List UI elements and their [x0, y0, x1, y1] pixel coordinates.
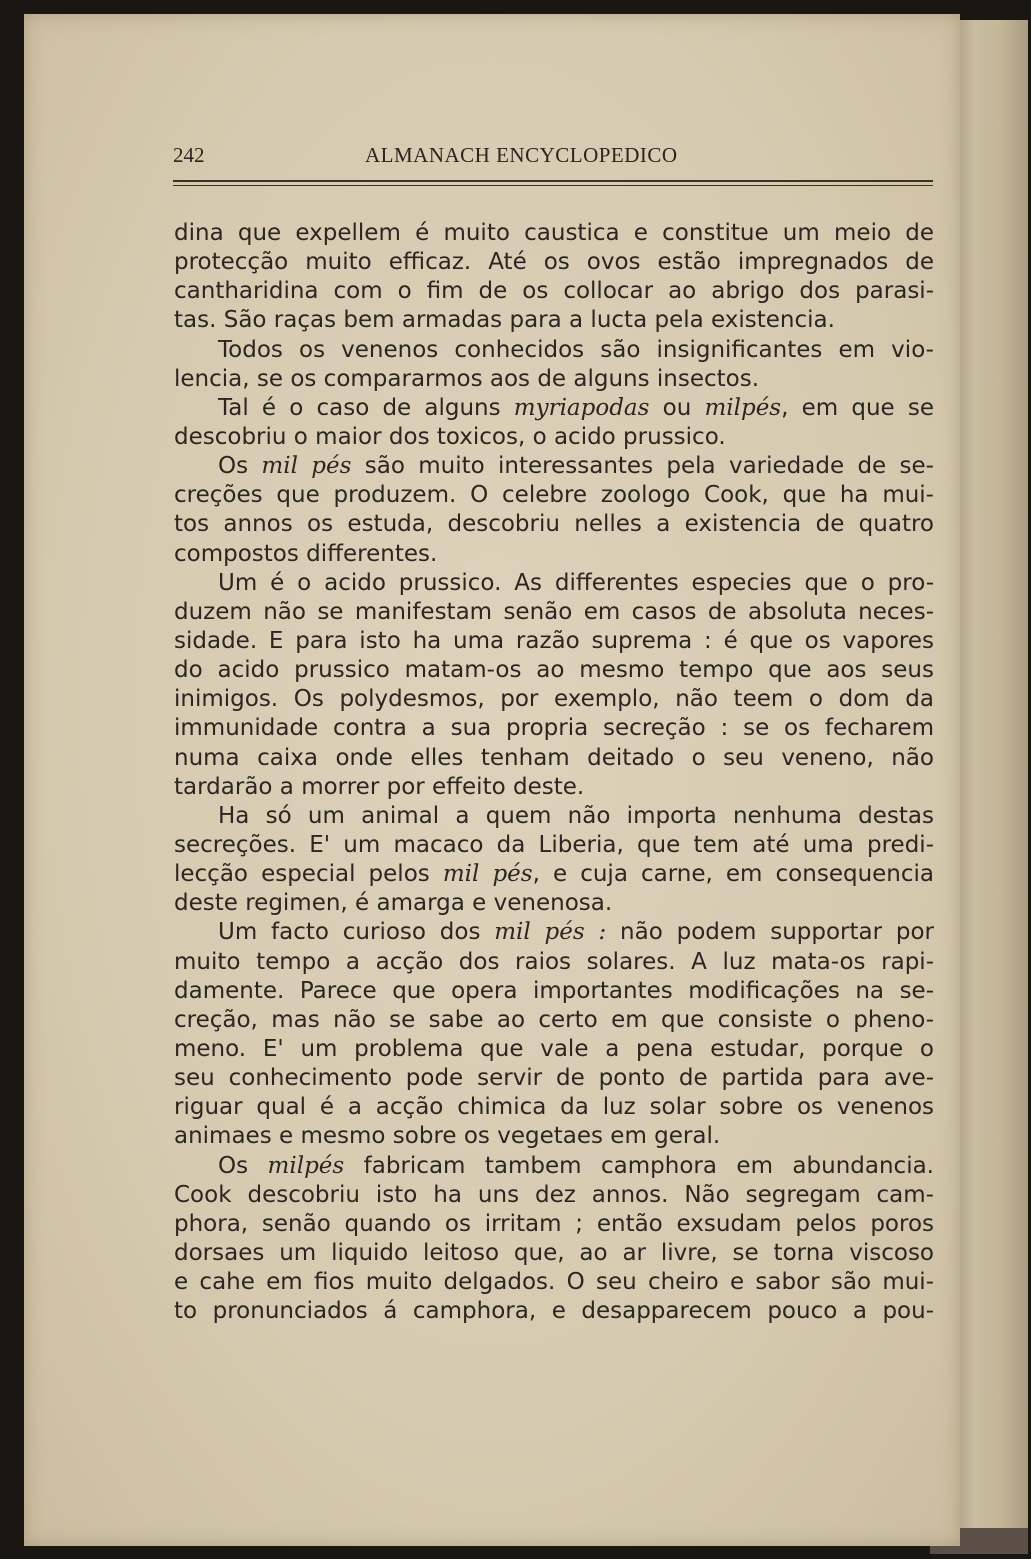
- text-line: sidade. E para isto ha uma razão suprema : é que os vapores: [174, 627, 934, 654]
- italic-term: milpés: [704, 394, 782, 421]
- header-rule: [173, 180, 933, 186]
- text-line: damente. Parece que opera importantes modificações na se-: [174, 977, 934, 1004]
- text-line: immunidade contra a sua propria secreção : se os fecharem: [174, 715, 934, 742]
- text-line: riguar qual é a acção chimica da luz solar sobre os venenos: [174, 1094, 934, 1121]
- text-line: Um é o acido prussico. As differentes especies que o pro-: [218, 569, 934, 596]
- page-edge: [958, 20, 1028, 1545]
- text-line: duzem não se manifestam senão em casos de absoluta neces-: [174, 598, 934, 625]
- text-line: e cahe em fios muito delgados. O seu cheiro e sabor são mui-: [174, 1269, 934, 1296]
- italic-term: myriapodas: [513, 394, 650, 421]
- text-line: dina que expellem é muito caustica e constitue um meio de: [174, 220, 934, 246]
- text-line: tas. São raças bem armadas para a lucta pela existencia.: [174, 307, 835, 334]
- body-text: [174, 219, 934, 1326]
- text-line: descobriu o maior dos toxicos, o acido prussico.: [174, 423, 726, 450]
- text-line: Tal é o caso de alguns myriapodas ou milpés, em que se: [218, 394, 934, 421]
- text-line: phora, senão quando os irritam ; então exsudam pelos poros: [174, 1210, 934, 1237]
- text-line: dorsaes um liquido leitoso que, ao ar livre, se torna viscoso: [174, 1239, 934, 1266]
- text-line: meno. E' um problema que vale a pena estudar, porque o: [174, 1035, 934, 1062]
- text-line: secreções. E' um macaco da Liberia, que tem até uma predi-: [174, 831, 934, 858]
- text-line: inimigos. Os polydesmos, por exemplo, não teem o dom da: [174, 686, 934, 713]
- text-line: to pronunciados á camphora, e desapparecem pouco a pou-: [174, 1298, 934, 1325]
- text-line: seu conhecimento pode servir de ponto de partida para ave-: [174, 1065, 934, 1092]
- running-title: ALMANACH ENCYCLOPEDICO: [365, 143, 678, 167]
- text-line: Ha só um animal a quem não importa nenhuma destas: [218, 802, 934, 829]
- text-line: tos annos os estuda, descobriu nelles a existencia de quatro: [174, 511, 934, 538]
- text-line: Os mil pés são muito interessantes pela variedade de se-: [218, 453, 934, 480]
- text-line: animaes e mesmo sobre os vegetaes em geral.: [174, 1123, 721, 1150]
- text-line: Todos os venenos conhecidos são insignificantes em vio-: [218, 336, 934, 363]
- text-line: Um facto curioso dos mil pés : não podem supportar por: [218, 919, 934, 946]
- italic-term: mil pés: [261, 453, 352, 480]
- text-line: numa caixa onde elles tenham deitado o seu veneno, não: [174, 744, 934, 771]
- text-line: protecção muito efficaz. Até os ovos estão impregnados de: [174, 249, 934, 276]
- text-line: creção, mas não se sabe ao certo em que consiste o pheno-: [174, 1006, 934, 1033]
- italic-term: milpés: [267, 1152, 345, 1179]
- text-line: compostos differentes.: [174, 540, 438, 567]
- text-line: do acido prussico matam-os ao mesmo tempo que aos seus: [174, 657, 934, 684]
- italic-term: mil pés: [442, 861, 533, 888]
- text-line: tardarão a morrer por effeito deste.: [174, 773, 585, 800]
- italic-term: mil pés :: [494, 919, 607, 946]
- page-header: [173, 141, 933, 173]
- text-line: Os milpés fabricam tambem camphora em abundancia.: [218, 1152, 934, 1179]
- page-number: 242: [173, 143, 205, 167]
- text-line: cantharidina com o fim de os collocar ao abrigo dos parasi-: [174, 278, 934, 305]
- text-line: Cook descobriu isto ha uns dez annos. Não segregam cam-: [174, 1181, 934, 1208]
- text-line: creções que produzem. O celebre zoologo Cook, que ha mui-: [174, 482, 934, 509]
- text-line: muito tempo a acção dos raios solares. A luz mata-os rapi-: [174, 948, 934, 975]
- text-line: deste regimen, é amarga e venenosa.: [174, 890, 613, 917]
- text-line: lecção especial pelos mil pés, e cuja carne, em consequencia: [174, 861, 934, 888]
- text-line: lencia, se os compararmos aos de alguns insectos.: [174, 365, 760, 392]
